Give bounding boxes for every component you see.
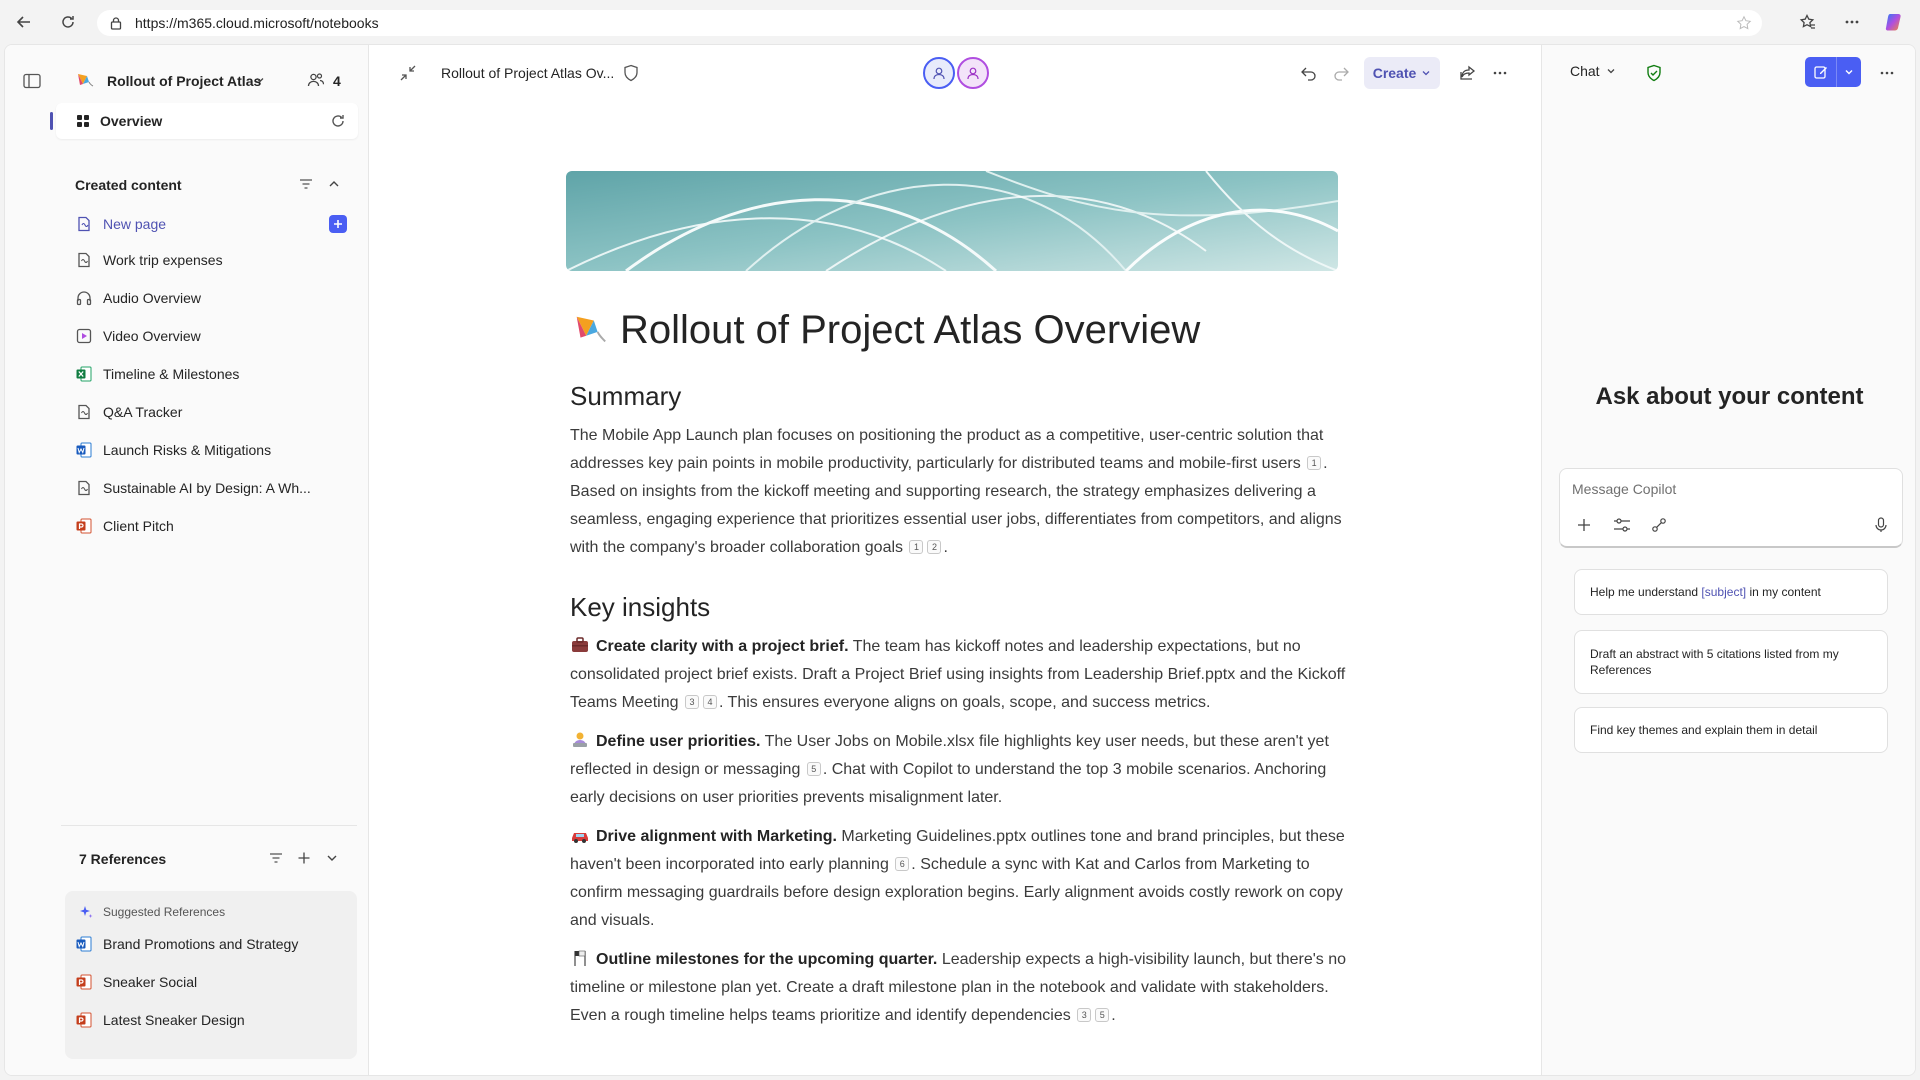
refresh-icon[interactable] [52,6,84,38]
sidebar-item-audio-overview[interactable] [75,283,355,313]
chevron-down-icon[interactable] [325,851,339,865]
citation-badge[interactable]: 1 [909,540,923,554]
chevron-down-icon [1421,68,1431,78]
insight-paragraph [570,633,1350,717]
notebook-kite-icon [75,71,95,91]
item-label: Launch Risks & Mitigations [103,442,272,458]
sidebar-item-qa-tracker[interactable] [75,397,355,427]
powerpoint-icon [75,973,93,991]
notebook-page-icon [75,251,93,269]
suggestion-card[interactable] [1574,630,1888,694]
document-tab-title[interactable]: Rollout of Project Atlas Ov... [441,65,615,81]
reference-latest-sneaker-design[interactable] [75,1005,355,1035]
shield-check-icon[interactable] [1646,64,1662,82]
redo-icon[interactable] [1332,64,1350,82]
key-insights-heading: Key insights [570,592,711,622]
citation-badge[interactable]: 2 [927,540,941,554]
lock-icon [109,16,123,30]
chevron-down-icon[interactable] [1837,57,1861,87]
overview-label: Overview [100,113,163,129]
compose-icon[interactable] [1805,57,1837,87]
suggestion-card[interactable] [1574,569,1888,615]
created-content-heading: Created content [75,177,182,193]
members-count: 4 [333,73,341,89]
browser-toolbar [0,0,1920,45]
new-chat-split-button[interactable] [1805,57,1861,87]
chevron-up-icon[interactable] [327,177,341,191]
insight-text: . Chat with Copilot to understand the top 3 mobile scenarios. Anchoring early decisions on user priorities prevents misalignment later. [570,761,1327,806]
new-page-icon [75,215,93,233]
main-content [369,45,1541,1075]
excel-icon [75,365,93,383]
add-favorite-icon[interactable] [1736,15,1752,34]
chat-mode-dropdown[interactable] [1570,63,1616,79]
insight-paragraph [570,946,1350,1030]
insight-text: The team has kickoff notes and leadership expectations, but no consolidated project brief exists. Draft a Project Brief using insights from Leadership Brief.pptx and the Kickoff Teams Meeting [570,638,1346,711]
collaborator-avatar[interactable] [957,57,989,89]
sidebar-toggle-icon[interactable] [23,73,41,89]
insight-paragraph [570,823,1350,935]
suggestion-text: Find key themes and explain them in detail [1590,723,1818,737]
powerpoint-icon [75,1011,93,1029]
chevron-down-icon[interactable] [255,75,265,85]
add-icon[interactable] [1576,517,1592,533]
shield-icon[interactable] [623,64,639,82]
insight-paragraph [570,728,1350,812]
insight-title: Define user priorities. [596,733,761,750]
insight-text: Leadership expects a high-visibility launch, but there's no timeline or milestone plan yet. Create a draft milestone plan in the notebook and validate with stakeholders. Even a rough timeline helps teams prioritize and identify dependencies [570,951,1347,1024]
collaborator-avatar[interactable] [923,57,955,89]
sidebar-item-sustainable-ai[interactable] [75,473,355,503]
kite-emoji-icon [570,310,610,350]
video-icon [75,327,93,345]
suggestion-text: Help me understand [subject] in my content [1590,585,1821,599]
sidebar-item-launch-risks[interactable] [75,435,355,465]
item-label: Sustainable AI by Design: A Wh... [103,480,311,496]
suggested-references-label: Suggested References [103,905,226,919]
sidebar-item-overview[interactable] [56,103,358,139]
sidebar-item-video-overview[interactable] [75,321,355,351]
item-label: Video Overview [103,328,201,344]
document-toolbar [369,45,1541,101]
item-label: Audio Overview [103,290,202,306]
share-icon[interactable] [1459,64,1477,82]
chat-mode-label: Chat [1570,63,1600,79]
link-icon[interactable] [1651,517,1667,533]
reference-brand-promotions[interactable] [75,929,355,959]
summary-heading: Summary [570,381,682,411]
reference-sneaker-social[interactable] [75,967,355,997]
active-indicator [50,112,53,130]
citation-badge[interactable]: 1 [1307,456,1321,470]
message-composer[interactable] [1559,468,1903,548]
grid-icon [76,114,90,128]
notebook-page-icon [75,403,93,421]
app-window [4,44,1916,1076]
insight-text: . This ensures everyone aligns on goals, scope, and success metrics. [718,694,1211,711]
more-options-icon[interactable] [1491,64,1509,82]
more-options-icon[interactable] [1878,64,1896,82]
references-heading[interactable]: 7 References [79,851,167,867]
people-icon[interactable] [307,71,325,89]
suggestion-card[interactable] [1574,707,1888,753]
address-bar[interactable] [97,10,1762,36]
create-button[interactable] [1364,57,1440,89]
item-label: New page [103,216,167,232]
refresh-icon[interactable] [330,113,346,129]
insight-text: . Schedule a sync with Kat and Carlos from Marketing to confirm messaging guardrails before design exploration begins. Early alignment avoids costly rework on copy and visuals. [570,856,1343,929]
citation-badge[interactable]: 6 [895,857,909,871]
summary-paragraph [570,422,1350,562]
microphone-icon[interactable] [1874,517,1888,533]
settings-sliders-icon[interactable] [1613,517,1631,533]
item-label: Client Pitch [103,518,174,534]
sidebar-item-new-page[interactable] [75,209,355,239]
reference-label: Latest Sneaker Design [103,1012,245,1028]
insight-title: Drive alignment with Marketing. [596,828,837,845]
citation-badge[interactable]: 3 [1077,1008,1091,1022]
copilot-chat-pane [1541,45,1916,1075]
reference-label: Brand Promotions and Strategy [103,936,299,952]
chat-heading: Ask about your content [1595,383,1864,410]
add-page-icon[interactable] [329,215,347,233]
sidebar-item-work-trip-expenses[interactable] [75,245,355,275]
word-icon [75,935,93,953]
summary-text: . [943,539,948,556]
insight-title: Create clarity with a project brief. [596,638,849,655]
document-title [570,305,1350,355]
citation-badge[interactable]: 4 [703,695,717,709]
reference-label: Sneaker Social [103,974,198,990]
item-label: Work trip expenses [103,252,223,268]
hero-banner-image [566,171,1338,271]
suggestion-text: Draft an abstract with 5 citations listed from my References [1590,647,1839,677]
briefcase-emoji-icon [570,635,590,655]
url-text: https://m365.cloud.microsoft/notebooks [135,15,379,31]
item-label: Timeline & Milestones [103,366,240,382]
insight-text: Marketing Guidelines.pptx outlines tone and brand principles, but these haven't been incorporated into early planning [570,828,1345,873]
filter-icon[interactable] [269,851,283,865]
notebook-header [5,59,368,103]
copilot-logo-icon[interactable] [1879,6,1911,38]
citation-badge[interactable]: 5 [1095,1008,1109,1022]
message-input[interactable]: Message Copilot [1572,481,1677,497]
references-panel [65,891,357,1059]
person-laptop-emoji-icon [570,730,590,750]
insight-title: Outline milestones for the upcoming quarter. [596,951,938,968]
divider [61,825,357,826]
favorites-icon[interactable] [1792,6,1824,38]
powerpoint-icon [75,517,93,535]
add-reference-icon[interactable] [297,851,311,865]
car-emoji-icon [570,825,590,845]
back-icon[interactable] [8,6,40,38]
create-label: Create [1372,65,1417,81]
sidebar-item-client-pitch[interactable] [75,511,355,541]
item-label: Q&A Tracker [103,404,183,420]
notebook-page-icon [75,479,93,497]
flags-emoji-icon [570,948,590,968]
undo-icon[interactable] [1300,64,1318,82]
suggested-references-header [79,905,225,919]
document-title-text: Rollout of Project Atlas Overview [620,307,1201,352]
summary-text: The Mobile App Launch plan focuses on positioning the product as a competitive, user-centric solution that addresses key pain points in mobile productivity, particularly for distributed teams and mobile-first users [570,427,1324,472]
collapse-icon[interactable] [399,64,417,82]
browser-menu-icon[interactable] [1836,6,1868,38]
insight-text: The User Jobs on Mobile.xlsx file highlights key user needs, but these aren't yet reflected in design or messaging [570,733,1329,778]
headphones-icon [75,289,93,307]
sparkle-icon [79,905,93,919]
left-sidebar [5,45,369,1075]
citation-badge[interactable]: 3 [685,695,699,709]
filter-icon[interactable] [299,177,313,191]
word-icon [75,441,93,459]
sidebar-item-timeline-milestones[interactable] [75,359,355,389]
summary-text: . Based on insights from the kickoff meeting and supporting research, the strategy emphasizes delivering a seamless, engaging experience that prioritizes essential user jobs, differentiates from competitors, and aligns with the company's broader collaboration goals [570,455,1342,556]
chevron-down-icon [1606,66,1616,76]
citation-badge[interactable]: 5 [807,762,821,776]
document-body [570,305,1350,1030]
insight-text: . [1111,1007,1116,1024]
notebook-title[interactable]: Rollout of Project Atlas [107,73,262,89]
